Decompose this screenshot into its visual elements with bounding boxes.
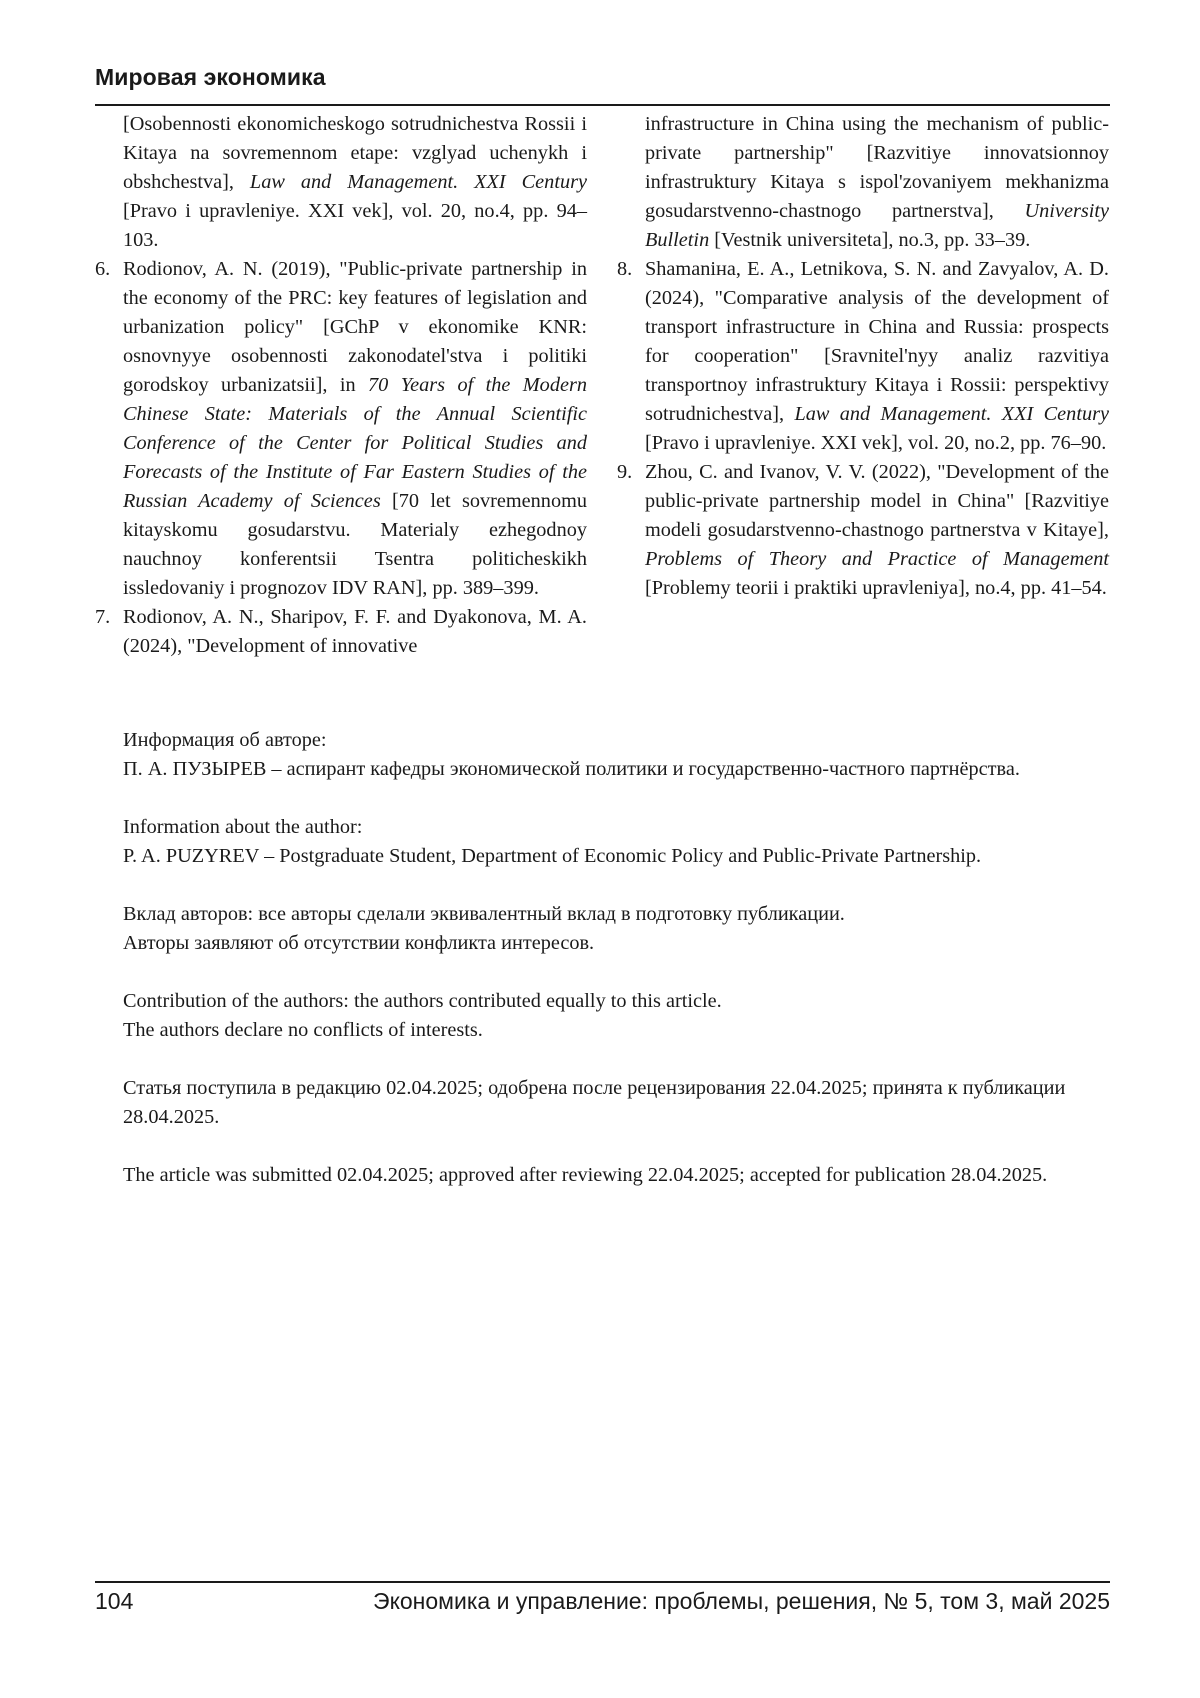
section-title: Мировая экономика <box>95 64 326 90</box>
reference-text: Rodionov, A. N. (2019), "Public-private partnership in the economy of the PRC: key features of legislation and urbanization policy" [GChP v ekonomike KNR: osnovnyye osobennosti zakonodatel'stva i politiki gorodskoy urbanizatsii], in <box>123 258 587 396</box>
header-rule <box>95 104 1110 106</box>
reference-text: Zhou, C. and Ivanov, V. V. (2022), "Development of the public-private partnership model in China" [Razvitiye modeli gosudarstvenno-chastnogo partnerstva v Kitaye], <box>645 461 1109 541</box>
reference-text: [Pravo i upravleniye. XXI vek], vol. 20, no.2, pp. 76–90. <box>645 432 1107 454</box>
author-info-en-label: Information about the author: <box>123 816 363 838</box>
reference-text: [Osobennosti ekonomicheskogo sotrudnichestva Rossii i Kitaya na sovremennom etape: vzglyad uchenykh i obshchestva], <box>123 113 587 193</box>
reference-item <box>95 255 587 603</box>
reference-number: 6. <box>95 258 111 280</box>
contribution-en-line2: The authors declare no conflicts of interests. <box>123 1019 483 1041</box>
author-info-ru-label: Информация об авторе: <box>123 729 327 751</box>
reference-number: 8. <box>617 258 633 280</box>
contribution-en-line1: Contribution of the authors: the authors contributed equally to this article. <box>123 990 722 1012</box>
contribution-ru-line1: Вклад авторов: все авторы сделали эквивалентный вклад в подготовку публикации. <box>123 903 845 925</box>
author-info-en-text: P. A. PUZYREV – Postgraduate Student, Department of Economic Policy and Public-Private Partnership. <box>123 845 982 867</box>
reference-text: [Problemy teorii i praktiki upravleniya], no.4, pp. 41–54. <box>645 577 1107 599</box>
reference-text: Rodionov, A. N., Sharipov, F. F. and Dyakonova, M. A. (2024), "Development of innovative <box>123 606 587 657</box>
contribution-ru-line2: Авторы заявляют об отсутствии конфликта интересов. <box>123 932 595 954</box>
reference-source-title: University Bulletin <box>645 200 1109 251</box>
reference-source-title: 70 Years of the Modern Chinese State: Materials of the Annual Scientific Conference of the Center for Political Studies and Forecasts of the Institute of Far Eastern Studies of the Russian Academy of Sciences <box>123 374 587 512</box>
reference-text: [Vestnik universiteta], no.3, pp. 33–39. <box>709 229 1031 251</box>
reference-item <box>617 110 1109 255</box>
reference-source-title: Law and Management. XXI Century <box>249 171 587 193</box>
references-right-column <box>617 110 1109 603</box>
references-left-column <box>95 110 587 661</box>
reference-item <box>95 110 587 255</box>
reference-number: 9. <box>617 461 633 483</box>
reference-item <box>95 603 587 661</box>
page-number: 104 <box>95 1588 134 1614</box>
reference-text: infrastructure in China using the mechanism of public-private partnership" [Razvitiye innovatsionnoy infrastruktury Kitaya s ispol'zovaniyem mekhanizma gosudarstvenno-chastnogo partnerstva], <box>645 113 1109 222</box>
author-info-ru <box>123 726 1103 784</box>
dates-ru: Статья поступила в редакцию 02.04.2025; одобрена после рецензирования 22.04.2025; принята к публикации 28.04.2025. <box>123 1077 1066 1128</box>
article-info <box>123 726 1103 1219</box>
reference-text: [70 let sovremennomu kitayskomu gosudarstvu. Materialy ezhegodnoy nauchnoy konferentsii Tsentra politicheskikh issledovaniy i prognozov IDV RAN], pp. 389–399. <box>123 490 587 599</box>
reference-text: Shamaniна, E. A., Letnikova, S. N. and Zavyalov, A. D. (2024), "Comparative analysis of the development of transport infrastructure in China and Russia: prospects for cooperation" [Sravnitel'nyy analiz razvitiya transportnoy infrastruktury Kitaya i Rossii: perspektivy sotrudnichestva], <box>645 258 1109 425</box>
contribution-ru <box>123 900 1103 958</box>
reference-source-title: Problems of Theory and Practice of Management <box>645 548 1109 570</box>
dates-en: The article was submitted 02.04.2025; approved after reviewing 22.04.2025; accepted for publication 28.04.2025. <box>123 1164 1048 1186</box>
author-info-ru-text: П. А. ПУЗЫРЕВ – аспирант кафедры экономической политики и государственно-частного партнёрства. <box>123 758 1020 780</box>
author-info-en <box>123 813 1103 871</box>
reference-number: 7. <box>95 606 111 628</box>
footer-rule <box>95 1581 1110 1583</box>
contribution-en <box>123 987 1103 1045</box>
reference-source-title: Law and Management. XXI Century <box>794 403 1109 425</box>
journal-footer: Экономика и управление: проблемы, решения, № 5, том 3, май 2025 <box>373 1588 1110 1614</box>
reference-item <box>617 255 1109 458</box>
reference-text: [Pravo i upravleniye. XXI vek], vol. 20, no.4, pp. 94–103. <box>123 200 587 251</box>
reference-item <box>617 458 1109 603</box>
